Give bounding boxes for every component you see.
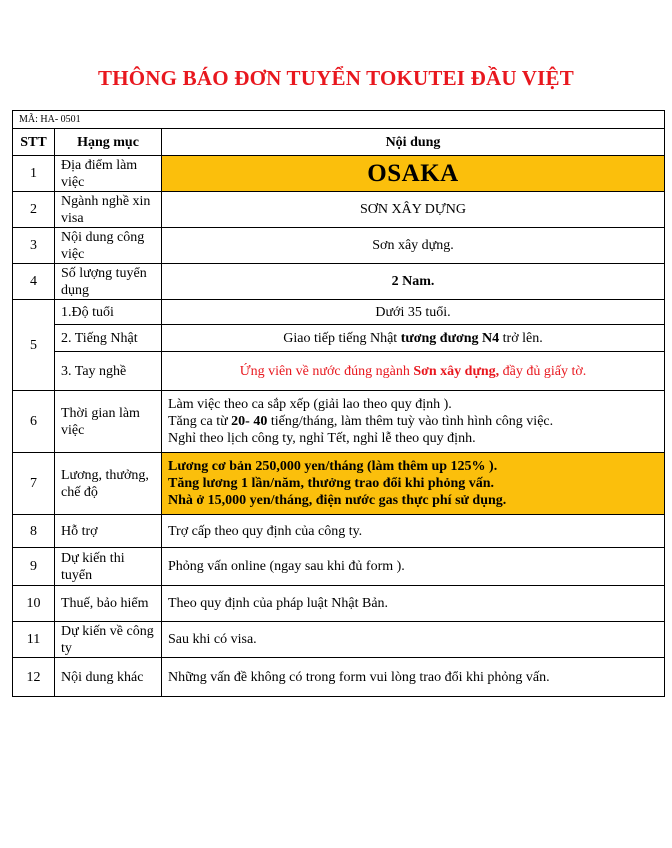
table-row	[13, 156, 665, 192]
row-item: Dự kiến thi tuyển	[55, 548, 162, 586]
row-item: Thuế, bảo hiểm	[55, 586, 162, 622]
row-item: Hỗ trợ	[55, 515, 162, 548]
header-item: Hạng mục	[55, 129, 162, 156]
document-code: MÃ: HA- 0501	[13, 111, 665, 129]
table-row	[13, 622, 665, 658]
table-row	[13, 515, 665, 548]
table-row	[13, 192, 665, 228]
table-row	[13, 300, 665, 325]
content-line	[168, 413, 658, 430]
table-row	[13, 264, 665, 300]
row-item: 1.Độ tuổi	[55, 300, 162, 325]
work-location: OSAKA	[162, 156, 665, 192]
row-content	[162, 453, 665, 515]
table-row	[13, 453, 665, 515]
table-row	[13, 352, 665, 391]
row-number: 4	[13, 264, 55, 300]
row-item: Địa điểm làm việc	[55, 156, 162, 192]
row-number: 9	[13, 548, 55, 586]
row-content: Trợ cấp theo quy định của công ty.	[162, 515, 665, 548]
row-content: 2 Nam.	[162, 264, 665, 300]
row-number: 6	[13, 391, 55, 453]
table-row	[13, 548, 665, 586]
row-content: Sau khi có visa.	[162, 622, 665, 658]
text-part: đầy đủ giấy tờ.	[499, 363, 587, 379]
table-row	[13, 586, 665, 622]
content-line: Nghỉ theo lịch công ty, nghỉ Tết, nghỉ lễ theo quy định.	[168, 431, 476, 446]
row-content: Phỏng vấn online (ngay sau khi đủ form ).	[162, 548, 665, 586]
row-number: 5	[13, 300, 55, 391]
code-row	[13, 111, 665, 129]
table-header	[13, 129, 665, 156]
row-number: 1	[13, 156, 55, 192]
text-part: Ứng viên về nước đúng ngành	[239, 363, 414, 379]
row-content: Những vấn đề không có trong form vui lòng trao đổi khi phỏng vấn.	[162, 658, 665, 697]
text-part: Tăng ca từ	[168, 414, 232, 429]
row-content: SƠN XÂY DỰNG	[162, 192, 665, 228]
row-number: 10	[13, 586, 55, 622]
table-row	[13, 391, 665, 453]
row-item: Thời gian làm việc	[55, 391, 162, 453]
row-number: 11	[13, 622, 55, 658]
table-row	[13, 325, 665, 352]
text-part-bold: tương đương N4	[400, 330, 500, 346]
row-content: Theo quy định của pháp luật Nhật Bản.	[162, 586, 665, 622]
row-item: Dự kiến về công ty	[55, 622, 162, 658]
recruitment-table	[12, 110, 665, 697]
row-item: Nội dung công việc	[55, 228, 162, 264]
content-line: Làm việc theo ca sắp xếp (giải lao theo quy định ).	[168, 397, 452, 412]
row-number: 12	[13, 658, 55, 697]
row-item: 3. Tay nghề	[55, 352, 162, 391]
text-part: Giao tiếp tiếng Nhật	[283, 330, 401, 346]
row-number: 8	[13, 515, 55, 548]
row-number: 2	[13, 192, 55, 228]
content-line: Tăng lương 1 lần/năm, thưởng trao đổi khi phỏng vấn.	[168, 476, 495, 491]
row-content	[162, 391, 665, 453]
row-number: 7	[13, 453, 55, 515]
content-line: Lương cơ bản 250,000 yen/tháng (làm thêm up 125% ).	[168, 459, 498, 474]
row-item: Ngành nghề xin visa	[55, 192, 162, 228]
row-content	[162, 325, 665, 352]
header-stt: STT	[13, 129, 55, 156]
row-content	[162, 352, 665, 391]
row-content: Sơn xây dựng.	[162, 228, 665, 264]
row-content: Dưới 35 tuổi.	[162, 300, 665, 325]
row-item: 2. Tiếng Nhật	[55, 325, 162, 352]
table-row	[13, 658, 665, 697]
text-part: trở lên.	[499, 330, 543, 346]
row-number: 3	[13, 228, 55, 264]
row-item: Nội dung khác	[55, 658, 162, 697]
text-part-bold: Sơn xây dựng,	[413, 363, 500, 379]
table-row	[13, 228, 665, 264]
content-line: Nhà ở 15,000 yen/tháng, điện nước gas thực phí sử dụng.	[168, 493, 507, 508]
row-item: Lương, thưởng, chế độ	[55, 453, 162, 515]
row-item: Số lượng tuyển dụng	[55, 264, 162, 300]
page-title: THÔNG BÁO ĐƠN TUYỂN TOKUTEI ĐẦU VIỆT	[98, 66, 574, 90]
header-content: Nội dung	[162, 129, 665, 156]
text-part: tiếng/tháng, làm thêm tuỳ vào tình hình công việc.	[267, 414, 554, 429]
text-part-bold: 20- 40	[231, 414, 268, 429]
